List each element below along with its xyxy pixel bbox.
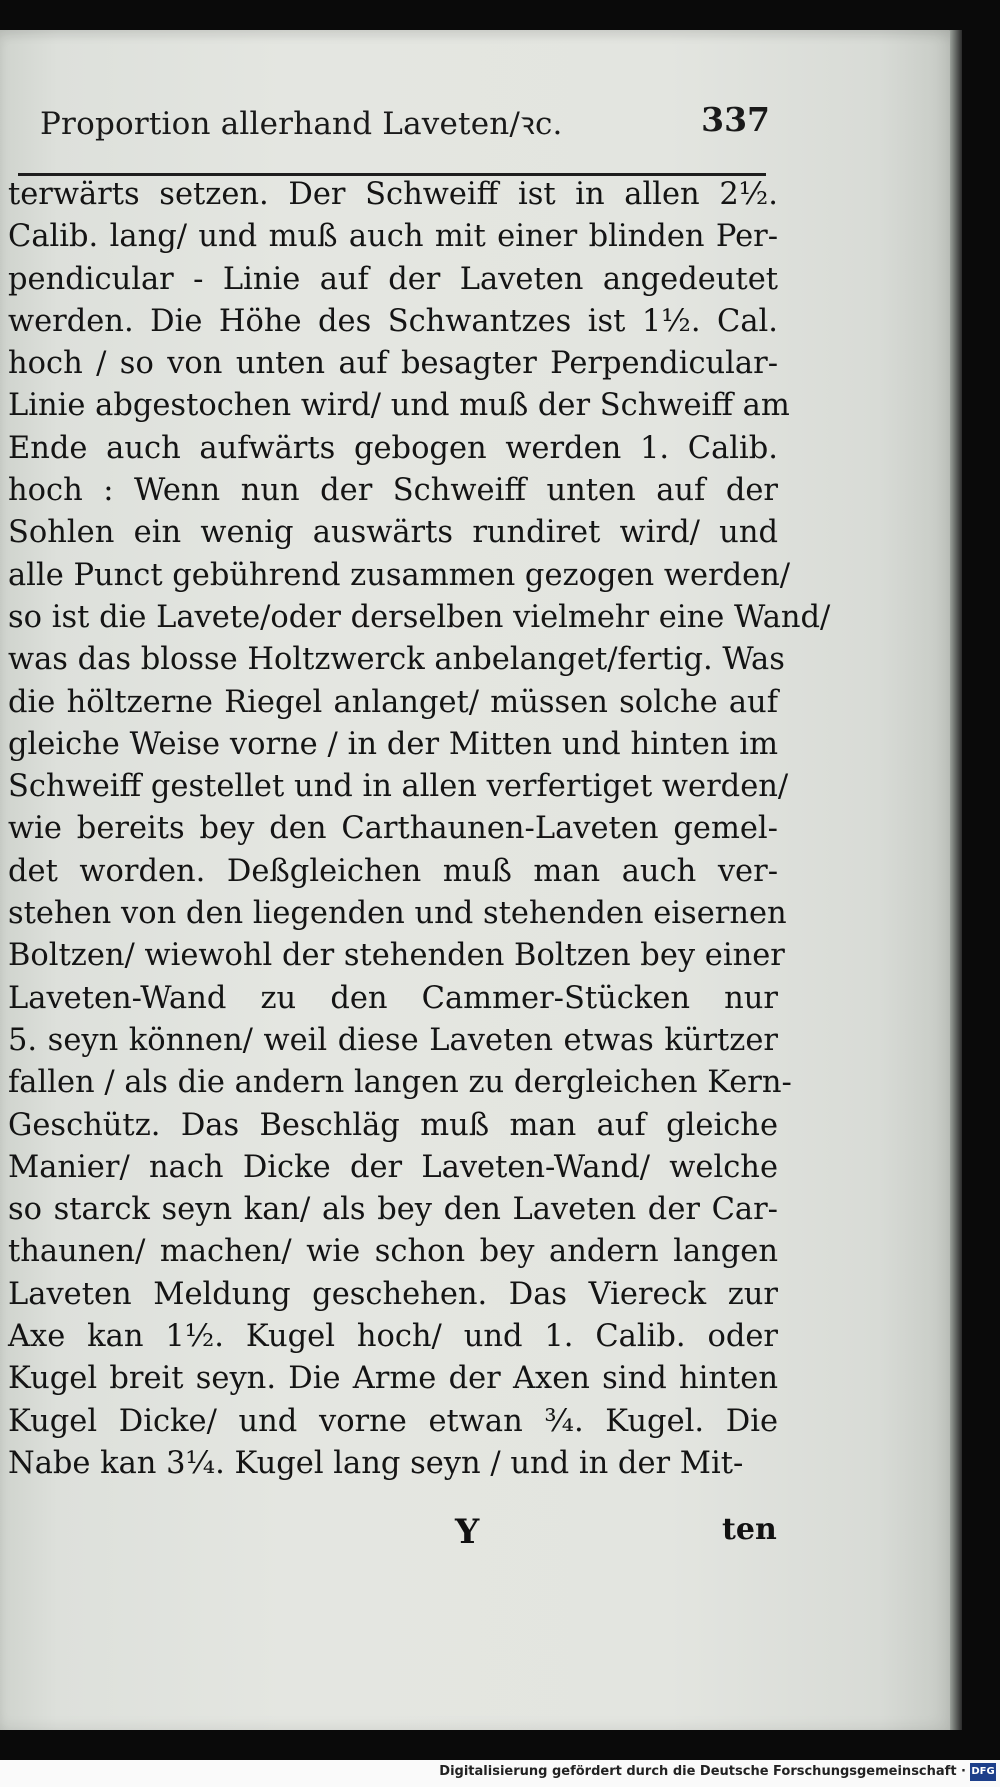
text-line: alle Punct gebührend zusammen gezogen werden/ bbox=[8, 557, 791, 593]
printer-signature: Y bbox=[455, 1512, 480, 1552]
text-line: Schweiff gestellet und in allen verfertiget werden/ bbox=[8, 769, 789, 805]
page-number: 337 bbox=[701, 100, 770, 139]
text-line: Axe kan 1½. Kugel hoch/ und 1. Calib. oder bbox=[8, 1319, 778, 1355]
page-edge-shadow bbox=[950, 30, 962, 1730]
text-line: Sohlen ein wenig auswärts rundiret wird/ und bbox=[8, 515, 778, 551]
running-header bbox=[40, 96, 770, 146]
text-line: wie bereits bey den Carthaunen-Laveten gemel- bbox=[8, 811, 778, 847]
catchword: ten bbox=[722, 1512, 777, 1547]
text-line: was das blosse Holtzwerck anbelanget/fertig. Was bbox=[8, 642, 785, 678]
text-line: terwärts setzen. Der Schweiff ist in allen 2½. bbox=[8, 177, 778, 212]
text-line: Laveten Meldung geschehen. Das Viereck zur bbox=[8, 1276, 778, 1312]
text-line: Laveten-Wand zu den Cammer-Stücken nur bbox=[8, 980, 778, 1016]
text-line: Kugel Dicke/ und vorne etwan ¾. Kugel. Die bbox=[8, 1403, 778, 1439]
text-line: Manier/ nach Dicke der Laveten-Wand/ welche bbox=[8, 1149, 778, 1185]
text-line: Ende auch aufwärts gebogen werden 1. Calib. bbox=[8, 430, 778, 466]
text-line: so starck seyn kan/ als bey den Laveten der Car- bbox=[8, 1192, 778, 1228]
text-line: so ist die Lavete/oder derselben vielmehr eine Wand/ bbox=[8, 599, 831, 635]
text-line: Calib. lang/ und muß auch mit einer blinden Per- bbox=[8, 219, 778, 255]
text-line: hoch / so von unten auf besagter Perpendicular- bbox=[8, 346, 778, 382]
dfg-logo: DFG bbox=[970, 1763, 996, 1781]
text-line: fallen / als die andern langen zu dergleichen Kern- bbox=[8, 1065, 792, 1101]
text-line: 5. seyn können/ weil diese Laveten etwas kürtzer bbox=[8, 1022, 778, 1058]
text-line: Geschütz. Das Beschläg muß man auf gleiche bbox=[8, 1107, 778, 1143]
text-line: Linie abgestochen wird/ und muß der Schweiff am bbox=[8, 388, 790, 424]
text-line: hoch : Wenn nun der Schweiff unten auf der bbox=[8, 473, 778, 509]
text-line: stehen von den liegenden und stehenden eisernen bbox=[8, 896, 787, 932]
text-line: pendicular - Linie auf der Laveten angedeutet bbox=[8, 261, 778, 297]
text-line: Boltzen/ wiewohl der stehenden Boltzen bey einer bbox=[8, 938, 785, 974]
text-line: det worden. Deßgleichen muß man auch ver- bbox=[8, 853, 778, 889]
footer-bar bbox=[0, 1760, 1000, 1787]
funding-credit: Digitalisierung gefördert durch die Deutsche Forschungsgemeinschaft · bbox=[439, 1764, 966, 1779]
body-text bbox=[8, 174, 831, 1485]
text-line: Nabe kan 3¼. Kugel lang seyn / und in der Mit- bbox=[8, 1445, 744, 1481]
text-line: Kugel breit seyn. Die Arme der Axen sind hinten bbox=[8, 1361, 778, 1397]
text-line: die höltzerne Riegel anlanget/ müssen solche auf bbox=[8, 684, 778, 720]
text-line: gleiche Weise vorne / in der Mitten und hinten im bbox=[8, 726, 778, 762]
text-line: werden. Die Höhe des Schwantzes ist 1½. Cal. bbox=[8, 303, 778, 339]
text-line: thaunen/ machen/ wie schon bey andern langen bbox=[8, 1234, 778, 1270]
running-title: Proportion allerhand Laveten/ꝛc. bbox=[40, 106, 563, 142]
